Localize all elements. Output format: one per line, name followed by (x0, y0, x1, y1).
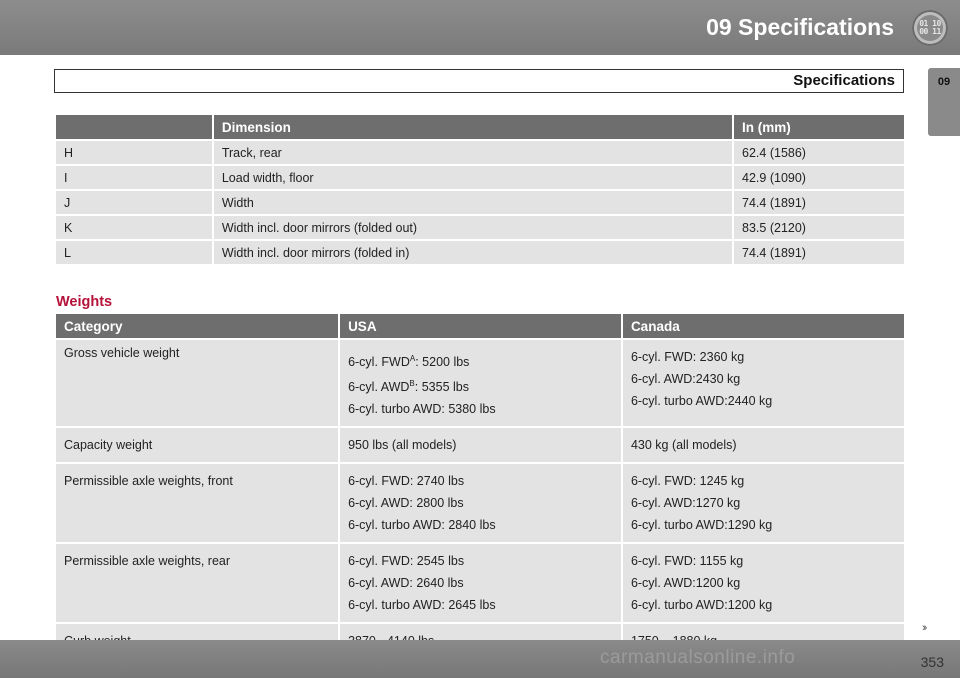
dimension-name: Load width, floor (212, 164, 732, 189)
binary-chapter-icon (912, 10, 948, 46)
dimension-name: Width (212, 189, 732, 214)
weight-usa-line: 6-cyl. turbo AWD: 5380 lbs (348, 402, 496, 417)
chapter-icon-text-top: 01 10 (919, 19, 941, 28)
weight-category (56, 542, 338, 622)
weight-usa-line: 6-cyl. AWD: 2800 lbs (348, 496, 464, 511)
chapter-side-tab[interactable] (928, 68, 960, 136)
weight-usa-line: 6-cyl. FWD: 2545 lbs (348, 554, 465, 569)
weight-canada (621, 426, 904, 462)
next-page-arrows-icon[interactable]: ›› (922, 622, 926, 634)
weight-usa-line (348, 373, 613, 398)
table-row (56, 139, 904, 164)
chapter-icon-text-bottom: 00 11 (919, 27, 941, 36)
weight-category (56, 462, 338, 542)
weight-usa-line: 6-cyl. turbo AWD: 2840 lbs (348, 518, 496, 533)
weight-canada-line: 6-cyl. AWD:1200 kg (630, 576, 741, 591)
dimension-value: 62.4 (1586) (732, 139, 904, 164)
header-bar (0, 0, 960, 55)
weight-canada-line: 6-cyl. AWD:1270 kg (630, 496, 741, 511)
weights-header-usa: USA (338, 314, 621, 338)
weight-category-label: Permissible axle weights, front (64, 474, 233, 489)
table-row (56, 164, 904, 189)
dimension-code: L (56, 239, 212, 264)
weight-canada-line: 6-cyl. turbo AWD:1200 kg (630, 598, 773, 613)
watermark: carmanualsonline.info (600, 647, 796, 668)
weight-usa-text: : 5200 lbs (415, 355, 470, 370)
weight-usa-line: 6-cyl. turbo AWD: 2645 lbs (348, 598, 496, 613)
footer-bar (0, 640, 960, 678)
dimension-name: Track, rear (212, 139, 732, 164)
weight-usa-line: 950 lbs (all models) (348, 438, 457, 453)
chapter-title: 09 Specifications (706, 14, 894, 40)
dimension-value: 74.4 (1891) (732, 239, 904, 264)
weight-usa-line: 6-cyl. FWD: 2740 lbs (348, 474, 465, 489)
weight-usa (338, 462, 621, 542)
dimension-name: Width incl. door mirrors (folded in) (212, 239, 732, 264)
dimension-table (56, 115, 904, 264)
table-row (56, 214, 904, 239)
weights-header-canada: Canada (621, 314, 904, 338)
weight-canada-line: 6-cyl. AWD:2430 kg (630, 372, 741, 386)
weight-usa (338, 426, 621, 462)
weight-category-label: Capacity weight (64, 438, 153, 453)
dimension-value: 74.4 (1891) (732, 189, 904, 214)
page-number: 353 (920, 654, 944, 670)
dimension-code: K (56, 214, 212, 239)
table-row (56, 189, 904, 214)
weight-usa-line: 6-cyl. AWD: 2640 lbs (348, 576, 464, 591)
weights-table-header-row (56, 314, 904, 338)
weight-canada-line: 6-cyl. turbo AWD:1290 kg (630, 518, 773, 533)
table-row (56, 426, 904, 462)
dimension-header-value: In (mm) (732, 115, 904, 139)
dimension-value: 83.5 (2120) (732, 214, 904, 239)
weight-canada (621, 338, 904, 426)
weight-usa-text: 6-cyl. FWD (348, 355, 410, 370)
weight-canada-line: 6-cyl. FWD: 2360 kg (630, 350, 745, 364)
weight-canada (621, 462, 904, 542)
weight-usa-text: : 5355 lbs (414, 380, 469, 395)
table-row (56, 239, 904, 264)
weights-heading: Weights (56, 294, 113, 310)
weight-canada-line: 430 kg (all models) (630, 438, 737, 453)
dimension-code: H (56, 139, 212, 164)
weight-category (56, 426, 338, 462)
weight-canada (621, 542, 904, 622)
weight-usa-text: 6-cyl. AWD (348, 380, 410, 395)
dimension-code: I (56, 164, 212, 189)
chapter-side-tab-label: 09 (937, 76, 951, 88)
section-title-box (54, 69, 904, 93)
weight-usa (338, 542, 621, 622)
weight-usa-line (348, 348, 613, 373)
weight-canada-line: 6-cyl. FWD: 1155 kg (630, 554, 744, 569)
dimension-header-dimension: Dimension (212, 115, 732, 139)
dimension-header-code (56, 115, 212, 139)
table-row (56, 542, 904, 622)
section-title: Specifications (793, 72, 895, 89)
table-row (56, 462, 904, 542)
weights-header-category: Category (56, 314, 338, 338)
footnote-marker: A (409, 354, 416, 363)
weight-category-label: Permissible axle weights, rear (64, 554, 231, 569)
dimension-value: 42.9 (1090) (732, 164, 904, 189)
dimension-name: Width incl. door mirrors (folded out) (212, 214, 732, 239)
table-row (56, 338, 904, 426)
footnote-marker: B (409, 379, 415, 389)
weight-canada-line: 6-cyl. turbo AWD:2440 kg (630, 394, 773, 408)
weight-category (56, 338, 338, 426)
dimension-code: J (56, 189, 212, 214)
weight-usa (338, 338, 621, 426)
dimension-table-header-row (56, 115, 904, 139)
weight-category-label: Gross vehicle weight (64, 346, 180, 360)
weights-table (56, 314, 904, 658)
weight-canada-line: 6-cyl. FWD: 1245 kg (630, 474, 745, 489)
